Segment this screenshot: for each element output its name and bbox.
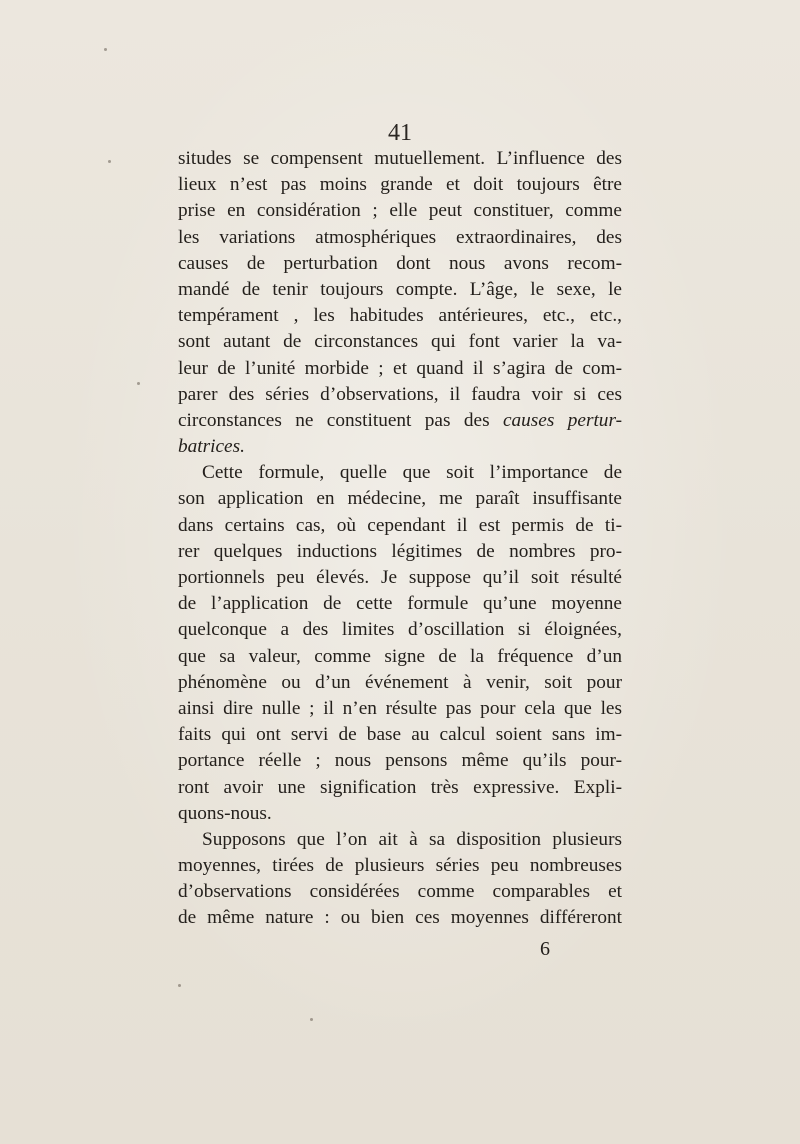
text-line: quons-nous.: [178, 802, 272, 824]
text-line: dans certains cas, où cependant il est permis de ti-: [178, 514, 622, 536]
text-line-italic: batrices.: [178, 436, 245, 458]
text-line: d’observations considérées comme comparables et: [178, 881, 622, 903]
text-line: tempérament , les habitudes antérieures, etc., etc.,: [178, 305, 622, 327]
text-line: sont autant de circonstances qui font varier la va-: [178, 331, 622, 353]
paper-speck: [178, 984, 181, 987]
page-number: 41: [388, 120, 412, 146]
text-line: causes de perturbation dont nous avons recom-: [178, 252, 622, 274]
body-text: [178, 146, 622, 932]
paragraph-start: Supposons que l’on ait à sa disposition plusieurs: [202, 828, 622, 850]
italic-phrase: causes pertur-: [502, 409, 622, 431]
text-line: que sa valeur, comme signe de la fréquence d’un: [178, 645, 622, 667]
text-line: rer quelques inductions légitimes de nombres pro-: [178, 540, 622, 562]
text-line: lieux n’est pas moins grande et doit toujours être: [178, 174, 622, 196]
text-line: leur de l’unité morbide ; et quand il s’agira de com-: [178, 357, 622, 379]
paper-speck: [108, 160, 111, 163]
text-line: mandé de tenir toujours compte. L’âge, le sexe, le: [178, 278, 622, 300]
text-line: portance réelle ; nous pensons même qu’ils pour-: [178, 750, 622, 772]
paper-speck: [137, 382, 140, 385]
text-line: prise en considération ; elle peut constituer, comme: [178, 200, 622, 222]
signature-mark: 6: [540, 938, 550, 960]
text-line: les variations atmosphériques extraordinaires, des: [178, 226, 622, 248]
text-line: situdes se compensent mutuellement. L’influence des: [178, 148, 622, 169]
paper-speck: [310, 1018, 313, 1021]
text-line: ront avoir une signification très expressive. Expli-: [178, 776, 622, 798]
text-line: parer des séries d’observations, il faudra voir si ces: [178, 383, 622, 405]
text-line: de même nature : ou bien ces moyennes différeront: [178, 907, 622, 929]
text-line: son application en médecine, me paraît insuffisante: [178, 488, 622, 510]
text-line: quelconque a des limites d’oscillation si éloignées,: [178, 619, 622, 641]
text-line-mixed: [178, 408, 622, 434]
text-line: portionnels peu élevés. Je suppose qu’il soit résulté: [178, 567, 622, 588]
text-line: ainsi dire nulle ; il n’en résulte pas pour cela que les: [178, 697, 622, 719]
text-line-roman: circonstances ne constituent pas des: [178, 409, 490, 431]
text-line: phénomène ou d’un événement à venir, soit pour: [178, 671, 622, 693]
text-line: faits qui ont servi de base au calcul soient sans im-: [178, 724, 622, 746]
text-line: moyennes, tirées de plusieurs séries peu nombreuses: [178, 855, 622, 877]
text-line: de l’application de cette formule qu’une moyenne: [178, 593, 622, 615]
paragraph-start: Cette formule, quelle que soit l’importance de: [202, 462, 622, 484]
paper-speck: [104, 48, 107, 51]
